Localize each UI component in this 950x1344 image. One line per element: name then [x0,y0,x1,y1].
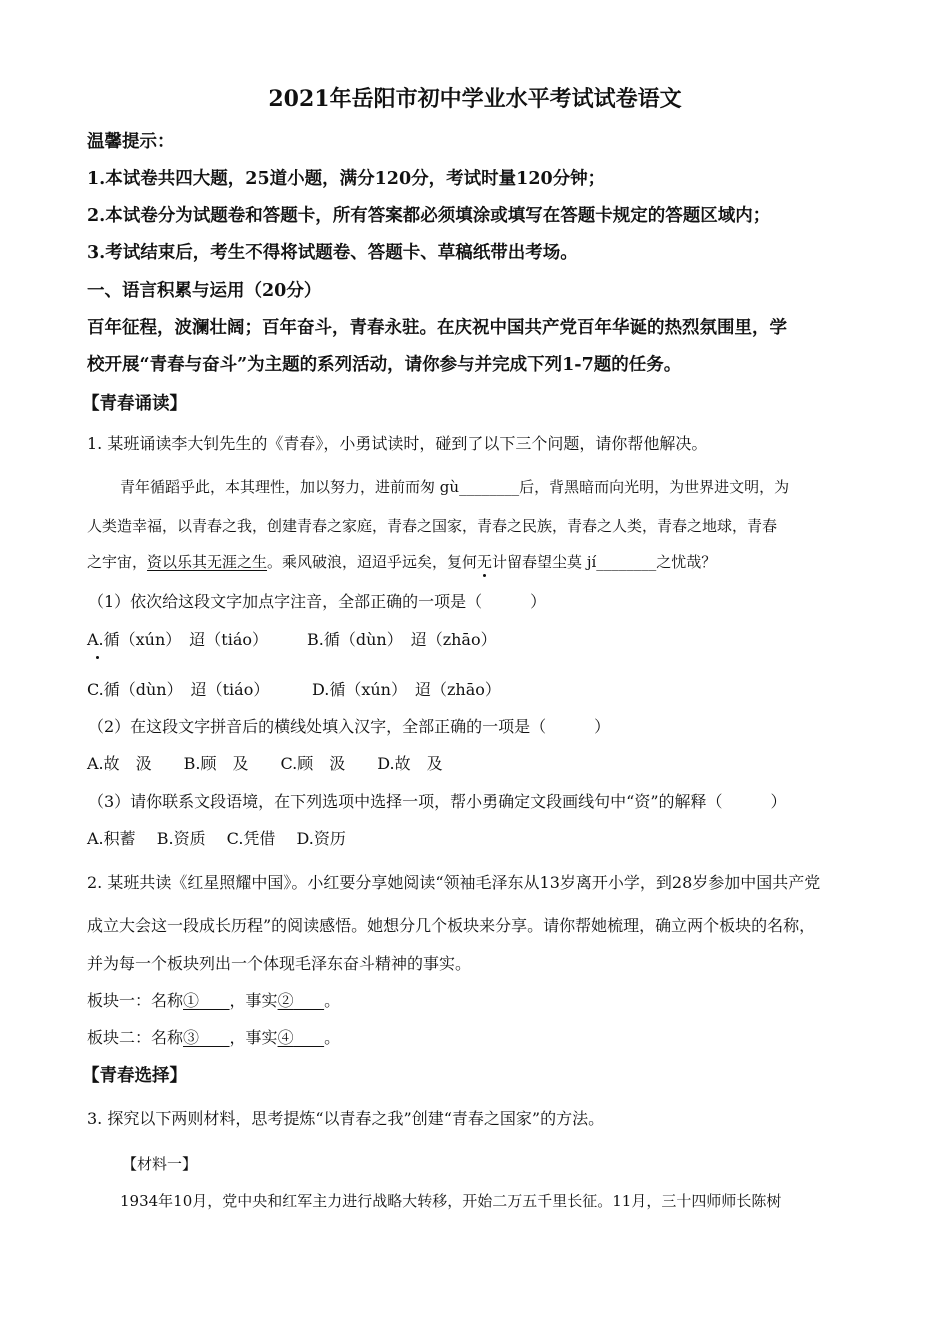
exam-title: 2021年岳阳市初中学业水平考试试卷语文 [268,86,682,112]
blank-number: ③ [183,1028,200,1047]
question-2-line: 成立大会这一段成长历程”的阅读感悟。她想分几个板块来分享。请你帮她梳理，确立两个板块的名称， [87,916,816,935]
passage-text: 之宇宙， [87,553,148,571]
sub-question: （3）请你联系文段语境，在下列选项中选择一项，帮小勇确定文段画线句中“资”的解释（ ） [88,792,787,811]
block-heading-choice: 【青春选择】 [82,1066,187,1086]
block-label: 板块一：名称 [87,991,184,1010]
tips-heading: 温馨提示： [87,132,175,152]
passage-text: 蹈乎此，本其理性，加以努力，进前而匆 gù [165,478,460,496]
material-heading: 【材料一】 [122,1155,198,1173]
option-d: D.循（xún） 迢（zhāo） [312,680,501,699]
answer-blank [183,1028,230,1047]
answer-blank: ________ [459,478,520,496]
sub-question: （2）在这段文字拼音后的横线处填入汉字，全部正确的一项是（ ） [88,717,611,736]
tip-item: 3.考试结束后，考生不得将试题卷、答题卡、草稿纸带出考场。 [87,243,578,263]
question-3-stem: 3. 探究以下两则材料，思考提炼“以青春之我”创建“青春之国家”的方法。 [87,1109,605,1128]
end-mark: 。 [324,1028,341,1047]
passage-line [87,551,716,573]
passage-text: 之忧哉？ [656,553,717,571]
options-row: A.积蓄 B.资质 C.凭借 D.资历 [87,829,346,848]
passage-text: 。乘风破浪，迢 [267,553,373,571]
sub-question: （1）依次给这段文字加点字注音，全部正确的一项是（ ） [88,592,547,611]
question-1-stem: 1. 某班诵读李大钊先生的《青春》，小勇试读时，碰到了以下三个问题，请你帮他解决。 [87,434,708,453]
answer-blank [183,991,230,1010]
block-two-row [87,1027,340,1049]
answer-blank: ________ [596,553,657,571]
end-mark: 。 [324,991,341,1010]
block-label: ，事实 [229,1028,278,1047]
underlined-sentence: 资以乐其无涯之生 [147,553,268,571]
section-heading: 一、语言积累与运用（20分） [87,281,322,301]
blank-number: ① [183,991,200,1010]
section-intro: 校开展“青春与奋斗”为主题的系列活动，请你参与并完成下列1-7题的任务。 [87,355,682,375]
tip-item: 1.本试卷共四大题，25道小题，满分120分，考试时量120分钟； [87,169,606,189]
block-heading-reading: 【青春诵读】 [82,394,187,414]
blank-number: ② [277,991,294,1010]
answer-blank [278,991,325,1010]
option-a: A.循（xún） 迢（tiáo） [87,630,268,649]
passage-line [120,476,789,498]
option-c: C.循（dùn） 迢（tiáo） [87,680,270,699]
block-label: ，事实 [229,991,278,1010]
option-b: B.循（dùn） 迢（zhāo） [307,630,497,649]
options-row: A.故 汲 B.顾 及 C.顾 汲 D.故 及 [87,754,443,773]
question-2-line: 并为每一个板块列出一个体现毛泽东奋斗精神的事实。 [87,954,472,973]
block-one-row [87,990,340,1012]
question-2-line: 2. 某班共读《红星照耀中国》。小红要分享她阅读“领袖毛泽东从13岁离开小学，到28岁参加中国共产党 [87,873,821,892]
material-text: 1934年10月，党中央和红军主力进行战略大转移，开始二万五千里长征。11月，三十四师师长陈树 [120,1192,782,1210]
tip-item: 2.本试卷分为试题卷和答题卡，所有答案都必须填涂或填写在答题卡规定的答题区域内； [87,206,771,226]
section-intro: 百年征程，波澜壮阔；百年奋斗，青春永驻。在庆祝中国共产党百年华诞的热烈氛围里，学 [87,318,787,338]
passage-text: 迢乎远矣，复何无计留春望尘莫 jí [372,553,597,571]
block-label: 板块二：名称 [87,1028,184,1047]
passage-line: 人类造幸福，以青春之我，创建青春之家庭，青春之国家，青春之民族，青春之人类，青春之地球，青春 [87,517,778,535]
passage-text: 后，背黑暗而向光明，为世界进文明，为 [519,478,790,496]
passage-text: 青年循 [120,478,166,496]
answer-blank [278,1028,325,1047]
emphasis-dot [96,656,99,659]
blank-number: ④ [277,1028,294,1047]
